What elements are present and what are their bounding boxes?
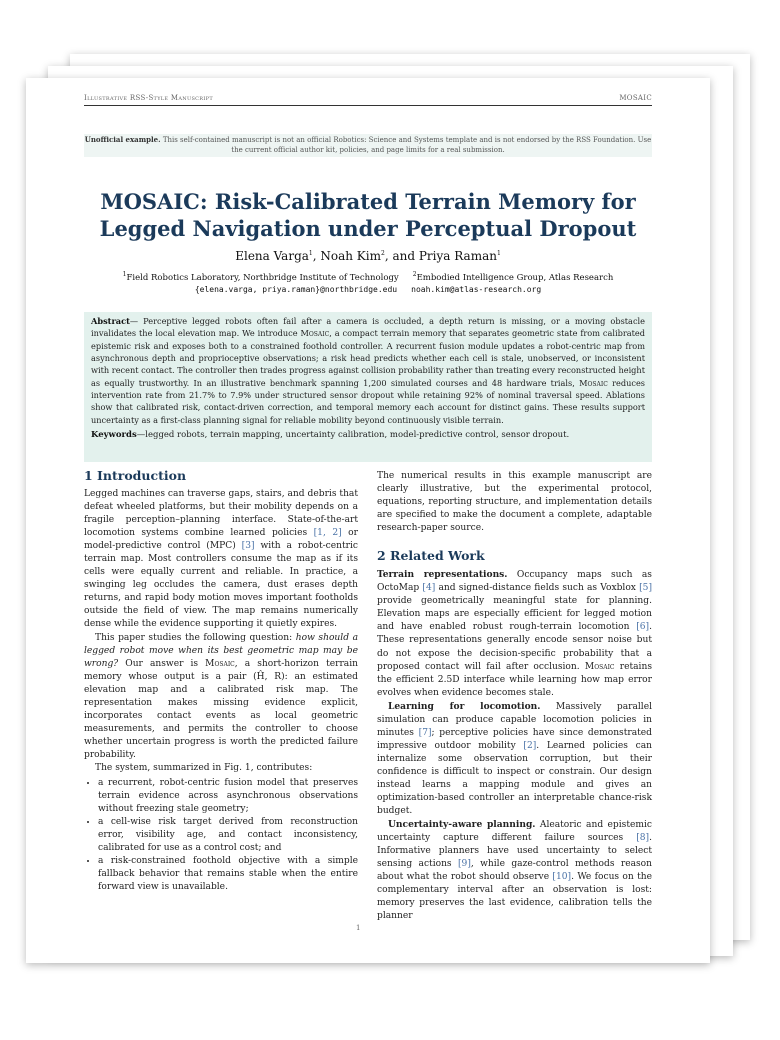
paragraph: [377, 700, 652, 818]
section-heading-introduction: 1 Introduction: [84, 468, 187, 483]
affil-sup: 1: [122, 271, 127, 278]
keywords: [91, 429, 645, 441]
affil-sup: 2: [412, 271, 417, 278]
text-run: Occupancy maps such as OctoMap: [377, 570, 652, 594]
header-rule: [84, 105, 652, 106]
notice-label: Unofficial example.: [84, 135, 161, 144]
citation-link[interactable]: [2]: [523, 740, 537, 751]
paragraph: The system, summarized in Fig. 1, contributes:: [95, 762, 313, 773]
text-run: or model-predictive control (MPC): [84, 528, 358, 552]
paragraph: [377, 818, 652, 923]
system-name: Mosaic: [579, 377, 608, 388]
citation-link[interactable]: [10]: [552, 872, 572, 883]
email-1[interactable]: {elena.varga, priya.raman}@northbridge.edu: [194, 284, 398, 294]
paper-title: MOSAIC: Risk-Calibrated Terrain Memory for Legged Navigation under Perceptual Dropout: [99, 189, 637, 241]
research-question: how should a legged robot move when its best geometric map may be wrong?: [84, 632, 359, 669]
notice-text: This self-contained manuscript is not an official Robotics: Science and Systems template and is not endorsed by the RSS Foundation. Use the current official author kit, policies, and page limits for a real submission.: [162, 136, 652, 154]
text-run: Aleatoric and epistemic uncertainty capture different failure sources: [377, 820, 652, 844]
abstract-text: [91, 315, 645, 426]
keywords-text: —legged robots, terrain mapping, uncertainty calibration, model-predictive control, sensor dropout.: [136, 430, 570, 441]
paper-page: [26, 78, 710, 963]
author-sup: 1: [308, 250, 313, 257]
list-item: • a recurrent, robot-centric fusion model that preserves terrain evidence across asynchronous observations without freezing stale geometry;: [98, 777, 358, 816]
text-run: ; perceptive policies have since demonstrated impressive outdoor mobility: [377, 727, 652, 751]
affiliations: [84, 269, 652, 296]
abstract-box: [84, 312, 652, 462]
abstract-part: — Perceptive legged robots often fail after a camera is occluded, a depth return is missing, or a moving obstacle invalidates the local elevation map. We introduce: [91, 316, 645, 339]
section-heading-related-work: 2 Related Work: [377, 548, 485, 564]
citation-link[interactable]: [9]: [457, 859, 471, 870]
author-name: Elena Varga: [235, 249, 309, 263]
system-name: Mosaic: [205, 658, 235, 669]
author-name: Noah Kim: [320, 249, 381, 263]
paragraph-label: Uncertainty-aware planning.: [388, 819, 536, 831]
system-name: Mosaic: [300, 328, 330, 339]
paragraph: [84, 488, 358, 632]
citation-link[interactable]: [6]: [636, 622, 650, 633]
affiliation-2: Embodied Intelligence Group, Atlas Research: [416, 272, 614, 283]
unofficial-notice: [84, 134, 652, 157]
list-item: • a risk-constrained foothold objective with a simple fallback behavior that remains stable when the entire forward view is unavailable.: [98, 855, 358, 894]
citation-link[interactable]: [3]: [241, 541, 255, 552]
text-run: . Informative planners have used uncertainty to select sensing actions: [377, 833, 652, 870]
text-run: and signed-distance fields such as Voxblox: [435, 583, 640, 594]
text-run: . These representations generally encode sensor noise but do not expose the decision-specific probability that a proposed contact will fail after occlusion.: [377, 622, 652, 672]
citation-link[interactable]: [7]: [418, 727, 432, 738]
text-run: . We focus on the complementary interval after an observation is lost: memory preserves the last evidence, calibration tells the planner: [377, 872, 652, 922]
running-head-right: MOSAIC: [619, 94, 652, 102]
author-name: Priya Raman: [418, 249, 497, 263]
system-name: Mosaic: [584, 661, 615, 672]
keywords-label: Keywords: [91, 430, 137, 441]
right-column: [377, 470, 652, 924]
text-run: retains the efficient 2.5D interface while learning how map error evolves when evidence becomes stale.: [377, 661, 652, 698]
text-run: Massively parallel simulation can produce capable locomotion policies in minutes: [377, 701, 652, 738]
text-run: , while gaze-control methods reason about what the robot should observe: [377, 859, 653, 883]
abstract-label: Abstract: [91, 316, 130, 326]
author-sup: 2: [380, 250, 385, 257]
citation-link[interactable]: [4]: [422, 583, 436, 594]
abstract-part: , a compact terrain memory that separates geometric state from calibrated epistemic risk and exposes both to a constrained foothold controller. A recurrent fusion module updates a robot-centric map from asynchronous depth and proprioceptive observations; a risk head predicts whether each cell is stale, unobserved, or inconsistent with recent contact. The controller then trades progress against collision probability rather than treating every reconstructed height as equally trustworthy. In an illustrative benchmark spanning 1,200 simulated courses and 48 hardware trials,: [91, 328, 645, 388]
paragraph-label: Terrain representations.: [377, 569, 508, 581]
left-column: [84, 468, 358, 894]
text-run: Our answer is: [118, 658, 206, 669]
author-sup: 1: [496, 250, 501, 257]
abstract-part: reduces intervention rate from 21.7% to 7.9% under structured sensor dropout while retaining 92% of nominal traversal speed. Ablations show that calibrated risk, contact-driven correction, and temporal memory each account for distinct gains. These results support uncertainty as a first-class planning signal for reliable mobility beyond continuously visible terrain.: [91, 377, 645, 425]
paragraph: [84, 632, 358, 762]
paragraph-label: Learning for locomotion.: [388, 700, 541, 712]
citation-link[interactable]: [8]: [636, 833, 650, 844]
contribution-list: [84, 777, 358, 894]
text-run: Legged machines can traverse gaps, stairs, and debris that defeat wheeled platforms, but their mobility depends on a fragile perception–planning interface. State-of-the-art locomotion systems combine learned policies: [84, 489, 358, 539]
email-2[interactable]: noah.kim@atlas-research.org: [411, 284, 542, 294]
author-list: Elena Varga$^1$, Noah Kim$^2$, and Priya Raman$^1$: [235, 249, 501, 263]
text-run: . Learned policies can internalize some observation corruption, but their confidence is difficult to inspect or constrain. Our design instead learns a mapping module and gives an optimization-based controller an interpretable chance-risk budget.: [377, 740, 652, 817]
paragraph: The numerical results in this example manuscript are clearly illustrative, but the experimental protocol, equations, reporting structure, and implementation details are specified to make the document a complete, adaptable research-paper source.: [377, 471, 652, 534]
citation-link[interactable]: [5]: [639, 583, 652, 594]
paragraph: [377, 568, 652, 699]
text-run: provide geometrically meaningful state for planning. Elevation maps are especially efficient for legged motion and have enabled robust rough-terrain locomotion: [377, 596, 652, 633]
affiliation-1: Field Robotics Laboratory, Northbridge Institute of Technology: [126, 272, 399, 283]
page-number: 1: [356, 924, 361, 932]
text-run: This paper studies the following question:: [95, 632, 296, 643]
running-head-left: Illustrative RSS-Style Manuscript: [84, 94, 213, 102]
list-item: • a cell-wise risk target derived from reconstruction error, visibility age, and contact inconsistency, calibrated for use as a control cost; and: [98, 816, 358, 855]
text-run: with a robot-centric terrain map. Most controllers consume the map as if its cells were equally current and reliable. In practice, a swinging leg occludes the camera, dust erases depth returns, and rapid body motion moves important footholds outside the field of view. The map remains numerically dense while the evidence supporting it quietly expires.: [84, 541, 358, 630]
text-run: , a short-horizon terrain memory whose output is a pair (Ĥ, R): an estimated elevation map and a calibrated risk map. The representation makes missing evidence explicit, incorporates contact events as local geometric measurements, and permits the controller to choose whether uncertain progress is worth the predicted failure probability.: [84, 658, 358, 760]
citation-link[interactable]: [1, 2]: [313, 528, 342, 539]
